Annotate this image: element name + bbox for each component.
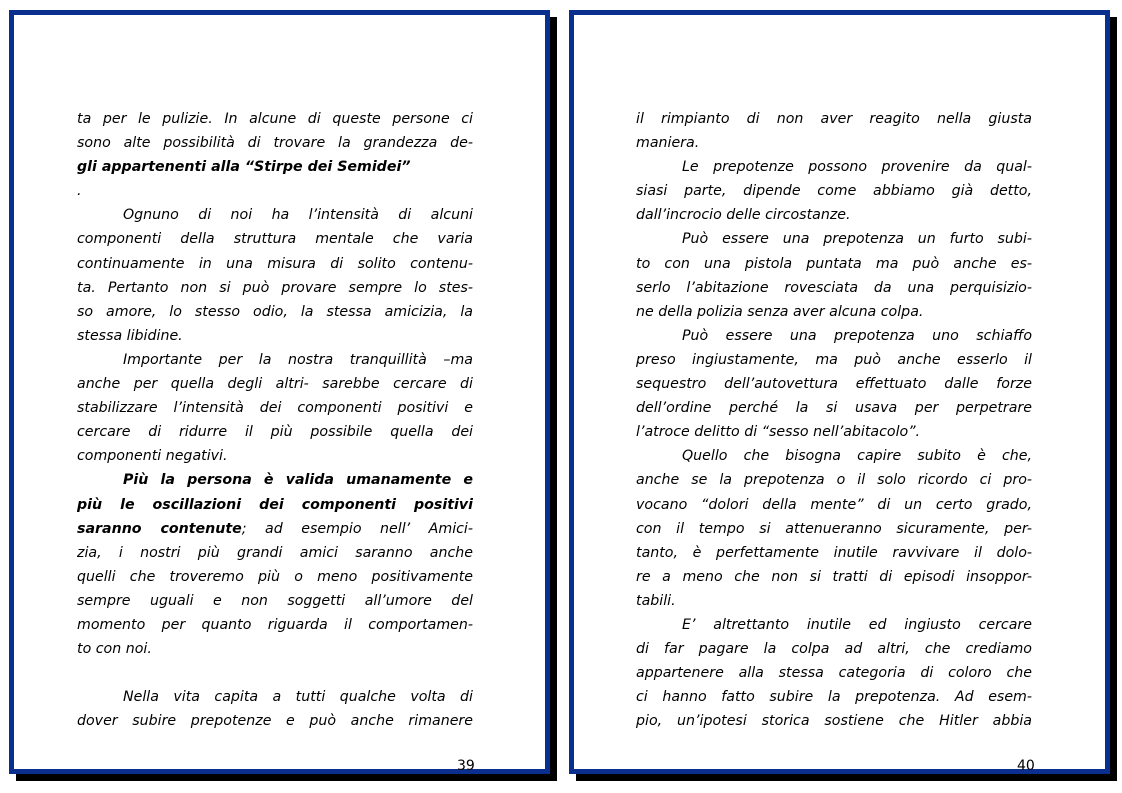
text-line: tanto, è perfettamente inutile ravvivare il dolo- — [636, 544, 1032, 561]
text-line: anche se la prepotenza o il solo ricordo ci pro- — [636, 472, 1032, 489]
page-number: 39 — [457, 758, 475, 774]
text-line: Importante per la nostra tranquillità –ma — [123, 351, 473, 368]
text-line: maniera. — [636, 135, 700, 152]
text-line: so amore, lo stesso odio, la stessa amicizia, la — [77, 303, 473, 320]
left-page-text — [77, 107, 473, 733]
text-line: Ognuno di noi ha l’intensità di alcuni — [123, 207, 473, 224]
bold-text: saranno contenute — [77, 520, 242, 537]
page-number: 40 — [1017, 758, 1035, 774]
text-line: tabili. — [636, 592, 676, 609]
text-line: re a meno che non si tratti di episodi insoppor- — [636, 568, 1032, 585]
text-line: preso ingiustamente, ma può anche esserlo il — [636, 351, 1032, 368]
text-line: serlo l’abitazione rovesciata da una perquisizio- — [636, 279, 1032, 296]
right-page-text — [636, 107, 1032, 733]
text-line: cercare di ridurre il più possibile quella dei — [77, 424, 473, 441]
text-line: Più la persona è valida umanamente e — [123, 472, 473, 489]
text-line: to con noi. — [77, 641, 152, 658]
text-line: dell’ordine perché la si usava per perpetrare — [636, 400, 1032, 417]
left-page — [9, 10, 550, 774]
text-line: sono alte possibilità di trovare la grandezza de- — [77, 135, 473, 152]
text-line: E’ altrettanto inutile ed ingiusto cercare — [682, 616, 1032, 633]
text-line: più le oscillazioni dei componenti positivi — [77, 496, 473, 513]
blank-line — [77, 661, 473, 685]
text-line: anche per quella degli altri- sarebbe cercare di — [77, 376, 473, 393]
text-line: zia, i nostri più grandi amici saranno anche — [77, 544, 473, 561]
text-line: di far pagare la colpa ad altri, che crediamo — [636, 641, 1032, 658]
text-line: sempre uguali e non soggetti all’umore del — [77, 592, 473, 609]
text-line: gli appartenenti alla “Stirpe dei Semidei” — [77, 159, 411, 176]
text-line: ta. Pertanto non si può provare sempre lo stes- — [77, 279, 473, 296]
text-line: ta per le pulizie. In alcune di queste persone ci — [77, 111, 473, 127]
text-line: componenti negativi. — [77, 448, 228, 465]
text-line: componenti della struttura mentale che varia — [77, 231, 473, 248]
text-line: pio, un’ipotesi storica sostiene che Hitler abbia — [636, 713, 1032, 730]
text-line: to con una pistola puntata ma può anche es- — [636, 255, 1032, 272]
text-line: Le prepotenze possono provenire da qual- — [682, 159, 1032, 176]
text-line: Quello che bisogna capire subito è che, — [682, 448, 1032, 465]
text-line: vocano “dolori della mente” di un certo grado, — [636, 496, 1032, 513]
text-line: Può essere una prepotenza uno schiaffo — [682, 327, 1032, 344]
text-line: Nella vita capita a tutti qualche volta di — [123, 689, 473, 706]
text-line: momento per quanto riguarda il comportamen- — [77, 616, 473, 633]
right-page — [569, 10, 1110, 774]
text-line: con il tempo si attenueranno sicuramente, per- — [636, 520, 1032, 537]
text-line — [77, 517, 473, 541]
text-line: continuamente in una misura di solito contenu- — [77, 255, 473, 272]
text-line: il rimpianto di non aver reagito nella giusta — [636, 111, 1032, 127]
text-line: ne della polizia senza aver alcuna colpa. — [636, 303, 924, 320]
text-line: siasi parte, dipende come abbiamo già detto, — [636, 183, 1032, 200]
text-line: quelli che troveremo più o meno positivamente — [77, 568, 473, 585]
text-line: sequestro dell’autovettura effettuato dalle forze — [636, 376, 1032, 393]
text-line: dall’incrocio delle circostanze. — [636, 207, 851, 224]
text-line: dover subire prepotenze e può anche rimanere — [77, 713, 473, 730]
text-line: . — [77, 183, 82, 200]
text-line: Può essere una prepotenza un furto subi- — [682, 231, 1032, 248]
text-line: stessa libidine. — [77, 327, 183, 344]
text-line: ci hanno fatto subire la prepotenza. Ad esem- — [636, 689, 1032, 706]
text-line: appartenere alla stessa categoria di coloro che — [636, 665, 1032, 682]
text-line: stabilizzare l’intensità dei componenti positivi e — [77, 400, 473, 417]
text-line: l’atroce delitto di “sesso nell’abitacolo”. — [636, 424, 921, 441]
text-span: ; ad esempio nell’ Amici- — [241, 520, 473, 537]
